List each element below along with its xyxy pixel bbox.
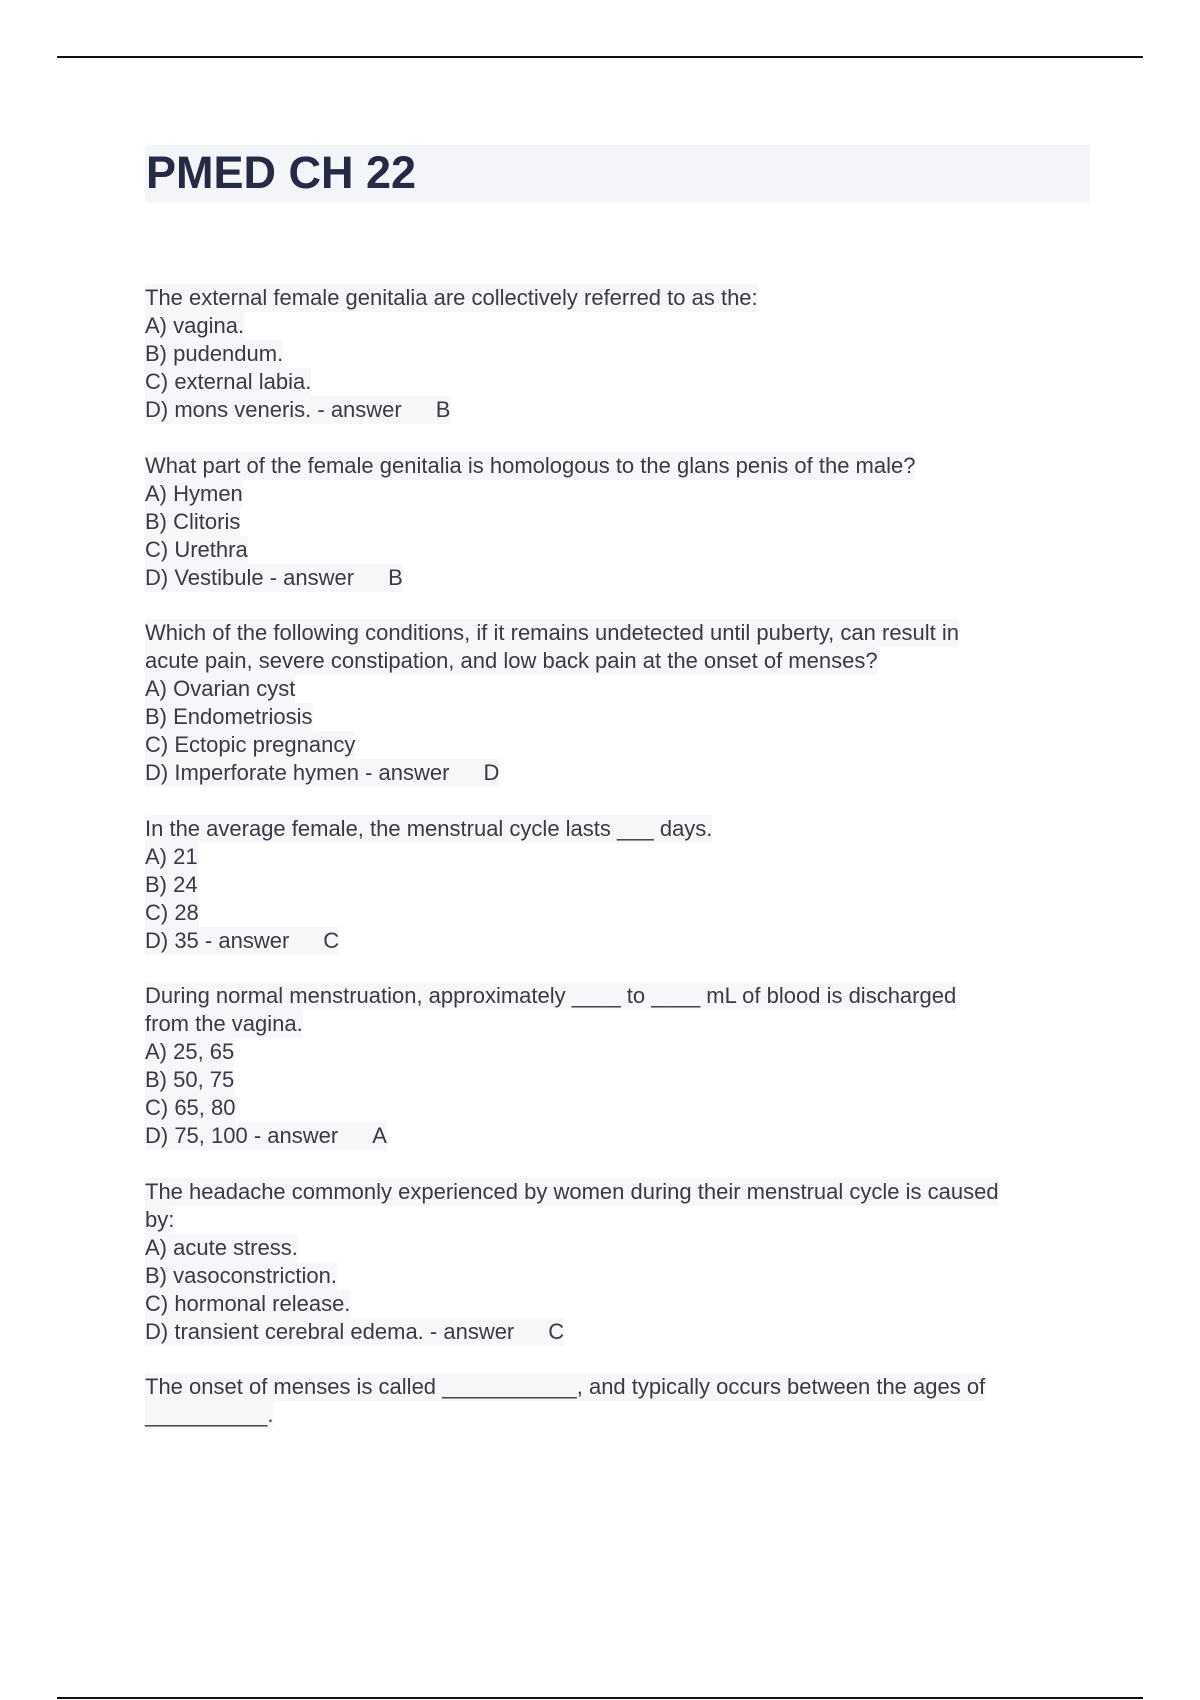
option-a: A) 25, 65 bbox=[145, 1039, 235, 1064]
question-stem bbox=[145, 815, 1095, 843]
answer-letter: A bbox=[372, 1123, 387, 1148]
question-5 bbox=[145, 982, 1095, 1150]
stem-line: In the average female, the menstrual cycle lasts ___ days. bbox=[145, 815, 713, 841]
option-a: A) 21 bbox=[145, 843, 198, 869]
stem-line: The onset of menses is called ___________, and typically occurs between the ages of bbox=[145, 1374, 986, 1399]
option-b: B) 50, 75 bbox=[145, 1067, 235, 1092]
option-a: A) vagina. bbox=[145, 313, 245, 338]
option-b: B) vasoconstriction. bbox=[145, 1262, 337, 1288]
stem-line: acute pain, severe constipation, and low back pain at the onset of menses? bbox=[145, 648, 878, 673]
question-stem bbox=[145, 452, 1095, 480]
question-list bbox=[145, 284, 1095, 1457]
question-7 bbox=[145, 1373, 1095, 1429]
option-c: C) 28 bbox=[145, 899, 199, 925]
option-b: B) pudendum. bbox=[145, 341, 284, 366]
option-c: C) hormonal release. bbox=[145, 1290, 351, 1316]
option-c: C) Urethra bbox=[145, 536, 248, 562]
stem-line: The external female genitalia are collectively referred to as the: bbox=[145, 285, 758, 310]
option-d: D) mons veneris. - answer bbox=[145, 397, 402, 422]
option-d: D) transient cerebral edema. - answer bbox=[145, 1318, 515, 1344]
question-stem bbox=[145, 1373, 1095, 1429]
option-c: C) external labia. bbox=[145, 369, 312, 394]
stem-line: During normal menstruation, approximately ____ to ____ mL of blood is discharged bbox=[145, 983, 957, 1008]
option-a: A) Hymen bbox=[145, 480, 243, 506]
question-6 bbox=[145, 1178, 1095, 1346]
option-d-answer bbox=[145, 1318, 564, 1346]
top-rule bbox=[57, 56, 1143, 58]
page-title: PMED CH 22 bbox=[146, 147, 417, 198]
stem-line: __________. bbox=[145, 1402, 274, 1427]
stem-line: What part of the female genitalia is homologous to the glans penis of the male? bbox=[145, 452, 916, 478]
option-b: B) Endometriosis bbox=[145, 704, 313, 729]
question-3 bbox=[145, 619, 1095, 787]
question-stem bbox=[145, 284, 1095, 312]
stem-line: from the vagina. bbox=[145, 1011, 303, 1036]
option-d-answer bbox=[145, 927, 339, 955]
option-d-answer bbox=[145, 564, 403, 592]
option-d-answer bbox=[145, 1122, 387, 1150]
answer-letter: B bbox=[388, 564, 403, 590]
option-a: A) Ovarian cyst bbox=[145, 676, 296, 701]
option-d-answer bbox=[145, 759, 499, 787]
question-stem bbox=[145, 1178, 1095, 1234]
option-c: C) 65, 80 bbox=[145, 1095, 236, 1120]
question-stem bbox=[145, 982, 1095, 1038]
option-b: B) Clitoris bbox=[145, 508, 241, 534]
question-4 bbox=[145, 815, 1095, 955]
option-a: A) acute stress. bbox=[145, 1234, 298, 1260]
answer-letter: B bbox=[435, 397, 451, 422]
option-d: D) Vestibule - answer bbox=[145, 564, 355, 590]
stem-line: The headache commonly experienced by women during their menstrual cycle is caused bbox=[145, 1178, 999, 1204]
question-stem bbox=[145, 619, 1095, 675]
option-d-answer bbox=[145, 396, 450, 424]
question-1 bbox=[145, 284, 1095, 424]
option-d: D) Imperforate hymen - answer bbox=[145, 760, 450, 785]
option-d: D) 35 - answer bbox=[145, 927, 290, 953]
answer-letter: C bbox=[323, 927, 340, 953]
option-b: B) 24 bbox=[145, 871, 198, 897]
option-d: D) 75, 100 - answer bbox=[145, 1123, 339, 1148]
option-c: C) Ectopic pregnancy bbox=[145, 732, 356, 757]
stem-line: by: bbox=[145, 1206, 175, 1232]
answer-letter: D bbox=[483, 760, 500, 785]
bottom-rule bbox=[57, 1697, 1143, 1699]
answer-letter: C bbox=[548, 1318, 565, 1344]
stem-line: Which of the following conditions, if it remains undetected until puberty, can result in bbox=[145, 620, 960, 645]
question-2 bbox=[145, 452, 1095, 592]
